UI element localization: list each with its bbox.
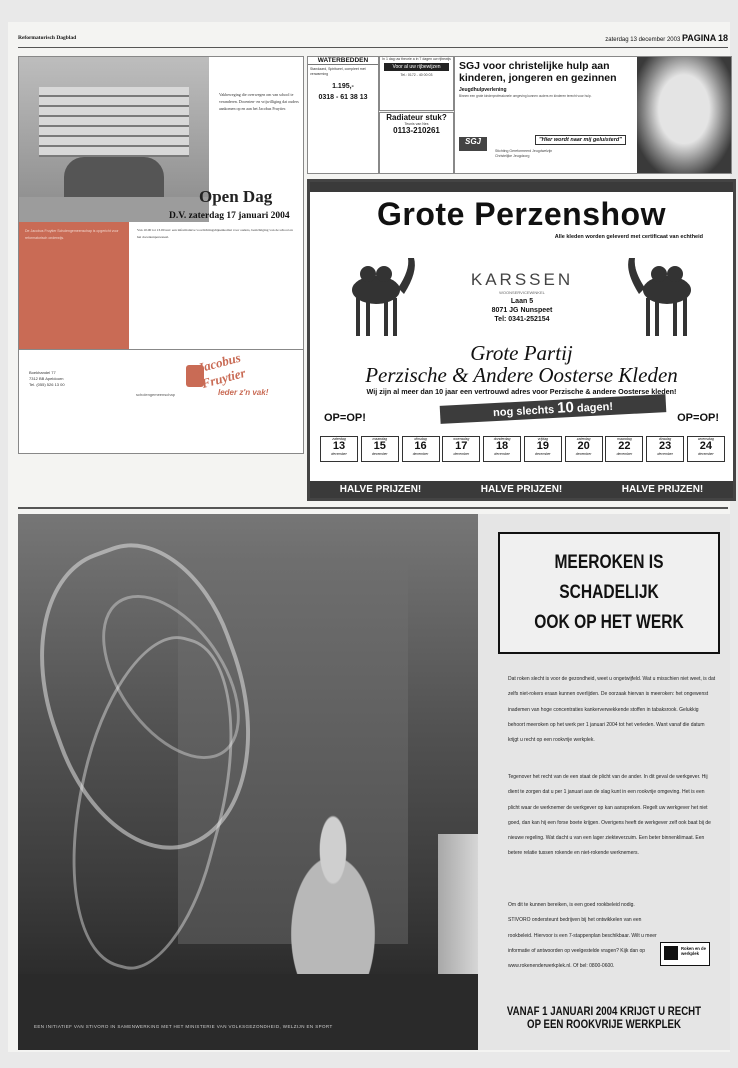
date-day: 17: [455, 440, 468, 452]
school-body-text: Van 10.00 tot 13.00 uur: een informatieve voorlichtingsbijeenkomst voor ouders, bezichtiging van de school en het docentenpersoneel.: [137, 228, 293, 239]
date-list: [320, 436, 725, 462]
radiator-ad: [379, 112, 454, 174]
perz-subtitle: Alle kleden worden geleverd met certificaat van echtheid: [554, 234, 703, 240]
people-group-shape: [64, 157, 164, 197]
date-weekday: maandag: [372, 437, 388, 441]
party-heading: [310, 342, 733, 386]
open-dag-title: Open Dag: [199, 187, 273, 206]
op-right: OP=OP!: [677, 412, 719, 424]
date-month: december: [535, 452, 551, 456]
sgj-headline: SGJ voor christelijke hulp aan kinderen, jongeren en gezinnen: [459, 60, 617, 84]
op-left: OP=OP!: [324, 412, 366, 424]
page-number: 18: [717, 33, 728, 43]
radiator-subtitle: Teunis van Nes: [404, 122, 429, 126]
perzenshow-ad: [307, 179, 736, 501]
headline-line: SCHADELIJK: [559, 582, 659, 603]
roken-werkplek-logo: [660, 942, 710, 966]
date-box: [565, 436, 603, 462]
date-box: [524, 436, 562, 462]
open-dag-date: D.V. zaterdag 17 januari 2004: [169, 211, 290, 221]
date-weekday: woensdag: [697, 437, 714, 441]
date-box: [646, 436, 684, 462]
address-line: Laan 5: [510, 298, 534, 305]
party-line2: Perzische & Andere Oosterse Kleden: [365, 363, 678, 387]
girl-portrait: [637, 57, 731, 173]
store-address: [460, 297, 584, 324]
date-box: [687, 436, 725, 462]
smoke-caption: EEN INITIATIEF VAN STIVORO IN SAMENWERKING MET HET MINISTERIE VAN VOLKSGEZONDHEID, WELZIJN EN SPORT: [34, 1024, 333, 1029]
bar-text: HALVE PRIJZEN!: [480, 484, 563, 495]
page-header-date: [605, 33, 728, 43]
date-box: [320, 436, 358, 462]
date-day: 19: [536, 440, 549, 452]
newspaper-page: [8, 22, 730, 1052]
radiator-title: Radiateur stuk?: [386, 113, 447, 122]
date-box: [442, 436, 480, 462]
party-line1: Grote Partij: [470, 341, 573, 365]
desk-shape: [18, 974, 478, 1050]
page-label: PAGINA: [681, 33, 717, 43]
karssen-store: [460, 270, 584, 324]
bar-text: HALVE PRIJZEN!: [339, 484, 422, 495]
date-month: december: [616, 452, 633, 456]
date-weekday: dinsdag: [658, 437, 672, 441]
bar-text: HALVE PRIJZEN!: [621, 484, 704, 495]
date-weekday: woensdag: [453, 437, 470, 441]
section-rule: [18, 507, 728, 509]
date-box: [402, 436, 440, 462]
days-num: 10: [556, 398, 575, 417]
waterbedden-title: WATERBEDDEN: [308, 57, 378, 65]
date-weekday: zaterdag: [332, 437, 346, 441]
date-box: [605, 436, 643, 462]
school-side-text: De Jacobus Fruytier Scholengemeenschap is opgericht voor reformatorisch onderwijs.: [25, 229, 119, 240]
header-rule: [18, 47, 728, 48]
days-left-banner: [440, 394, 667, 424]
store-phone: Tel: 0341-252154: [494, 316, 550, 323]
logo-name: Jacobus Fruytier: [195, 349, 248, 392]
date-day: 13: [332, 440, 346, 452]
school-intro-text: Vakbeweging die overwegen om van school te veranderen. Docenten- en vrijwilliging dat ouders aankomen op en aan het Jacobus Fruytier.: [219, 92, 299, 112]
school-logo: [134, 349, 294, 415]
address-line: 8071 JG Nunspeet: [491, 307, 553, 314]
school-side-panel: [19, 222, 129, 349]
store-sub: WOONSERVICEWINKEL: [499, 290, 545, 295]
waterbedden-text: Standaard, Spiritueel, compleet met verwarming: [310, 67, 366, 76]
rijbewijs-phone: Tel.: 0172 - 40 00 03: [400, 73, 433, 77]
date-day: 23: [659, 440, 672, 452]
date-day: 24: [699, 440, 713, 452]
rijbewijs-ad: [379, 56, 454, 111]
rijbewijs-text: In 1 dag uw theorie a in 7 dagen uw rijbewijs: [382, 57, 451, 61]
office-smoke-photo: [18, 514, 478, 1050]
date-text: zaterdag 13 december 2003: [605, 37, 681, 43]
building-shape: [39, 87, 189, 157]
waterbedden-price: 1.195,-: [332, 83, 354, 90]
date-month: december: [698, 452, 714, 456]
school-open-day-ad: [18, 56, 304, 454]
org-line: Stichting Gereformeerd Jeugdwelzijn: [495, 149, 553, 153]
sgj-ad: [454, 56, 732, 174]
halve-prijzen-bar: [310, 481, 733, 498]
since-text: Wij zijn al meer dan 10 jaar een vertrouwd adres voor Perzische & andere Oosterse kleden!: [366, 387, 677, 396]
sgj-body: Binnen een grote kinderprofessionele omgeving kunnen ouders en kinderen terecht voor hulp.: [459, 94, 592, 98]
date-day: 18: [495, 440, 509, 452]
school-address: [29, 370, 65, 388]
meeroken-ad: [18, 514, 730, 1050]
date-day: 20: [577, 440, 590, 452]
date-day: 15: [373, 440, 386, 452]
sgj-logo: SGJ: [459, 137, 487, 151]
date-month: december: [494, 452, 510, 456]
radiator-phone: 0113-210261: [393, 126, 440, 135]
date-box: [483, 436, 521, 462]
smoke-para-1: Dat roken slecht is voor de gezondheid, weet u ongetwijfeld. Wat u misschien niet weet, is dat zelfs niet-rokers eraan kunnen overlijden. De oorzaak hiervan is meeroken: het ongewenst inademen van hoge concentraties kankerverwekkende stoffen in tabaksrook. Gelukkig behoort meeroken op het werk per 1 januari 2004 tot het verleden. Want vanaf die datum krijgt u recht op een rookvrije werkplek.: [508, 676, 716, 744]
store-name: KARSSEN: [470, 270, 574, 289]
date-weekday: zaterdag: [576, 437, 591, 441]
logo-tagline: leder z'n vak!: [218, 388, 269, 397]
waterbedden-phone: 0318 - 61 38 13: [318, 94, 368, 101]
headline-line: MEEROKEN IS: [554, 552, 664, 573]
date-month: december: [657, 452, 673, 456]
logo-text: Roken en de werkplek: [681, 946, 706, 956]
date-weekday: vrijdag: [537, 437, 548, 441]
school-photo: [19, 57, 209, 222]
smoke-bottom-line: VANAF 1 JANUARI 2004 KRIJGT U RECHT OP EEN ROOKVRIJE WERKPLEK: [506, 1006, 702, 1031]
date-month: december: [453, 452, 470, 456]
smoke-headline-box: [498, 532, 720, 654]
date-weekday: dinsdag: [414, 437, 427, 441]
roken-logo-icon: [664, 946, 678, 960]
smoke-para-3: Om dit te kunnen bereiken, is een goed rookbeleid nodig. STIVORO ondersteunt bedrijven bij het ontwikkelen van een rookbeleid. Hiervoor is een 7-stappenplan beschikbaar. Wilt u meer informatie of antwoorden op veelgestelde vragen? Kijk dan op www.rokenenderwerkplek.nl. Of bel: 0800-0600.: [508, 902, 657, 970]
date-weekday: maandag: [617, 437, 632, 441]
date-month: december: [371, 452, 388, 456]
org-subline: Christelijke Jeugdzorg: [495, 154, 530, 158]
perz-title: Grote Perzenshow: [377, 196, 666, 232]
paper-name: Reformatorisch Dagblad: [18, 35, 77, 41]
sgj-quote: "Hier wordt naar mij geluisterd": [535, 135, 626, 145]
address-line: 7312 BB Apeldoorn: [29, 376, 64, 381]
date-day: 16: [414, 440, 427, 452]
date-day: 22: [618, 440, 631, 452]
date-month: december: [412, 452, 429, 456]
address-line: Tel. (055) 526 13 00: [29, 382, 65, 387]
smoke-para-2: Tegenover het recht van de een staat de plicht van de ander. In dit geval de werkgever. Hij dient te zorgen dat u per 1 januari aan de slag kunt in een rookvrije omgeving. Het is een plicht waar de werknemer de werkgever op kan aanspreken. Regelt uw werkgever het niet goed, dan kan hij een forse boete krijgen. Overigens heeft de werkgever zelf ook baat bij de nieuwe regeling. Wat dacht u van een lager ziekteverzuim. Een beter binnenklimaat. Een betere relatie tussen rokende en niet-rokende werknemers.: [508, 774, 711, 857]
days-pre: nog slechts: [492, 403, 555, 420]
sgj-subhead: Jeugdhulpverlening: [459, 87, 507, 93]
sgj-org: [495, 149, 552, 159]
days-post: dagen!: [576, 400, 614, 415]
logo-prefix: scholengemeenschap: [136, 392, 175, 397]
date-month: december: [575, 452, 592, 456]
date-month: december: [331, 452, 347, 456]
address-line: Boekhandel 77: [29, 370, 56, 375]
camel-right-icon: [625, 252, 705, 342]
smoke-text-panel: [478, 514, 730, 1050]
rijbewijs-highlight: Voor al uw rijbewijzen: [384, 63, 449, 71]
perz-top-bar: [310, 182, 733, 192]
camel-left-icon: [338, 252, 418, 342]
school-footer: [19, 349, 303, 454]
date-weekday: donderdag: [493, 437, 511, 441]
headline-line: OOK OP HET WERK: [534, 612, 684, 633]
date-box: [361, 436, 399, 462]
waterbedden-ad: [307, 56, 379, 174]
